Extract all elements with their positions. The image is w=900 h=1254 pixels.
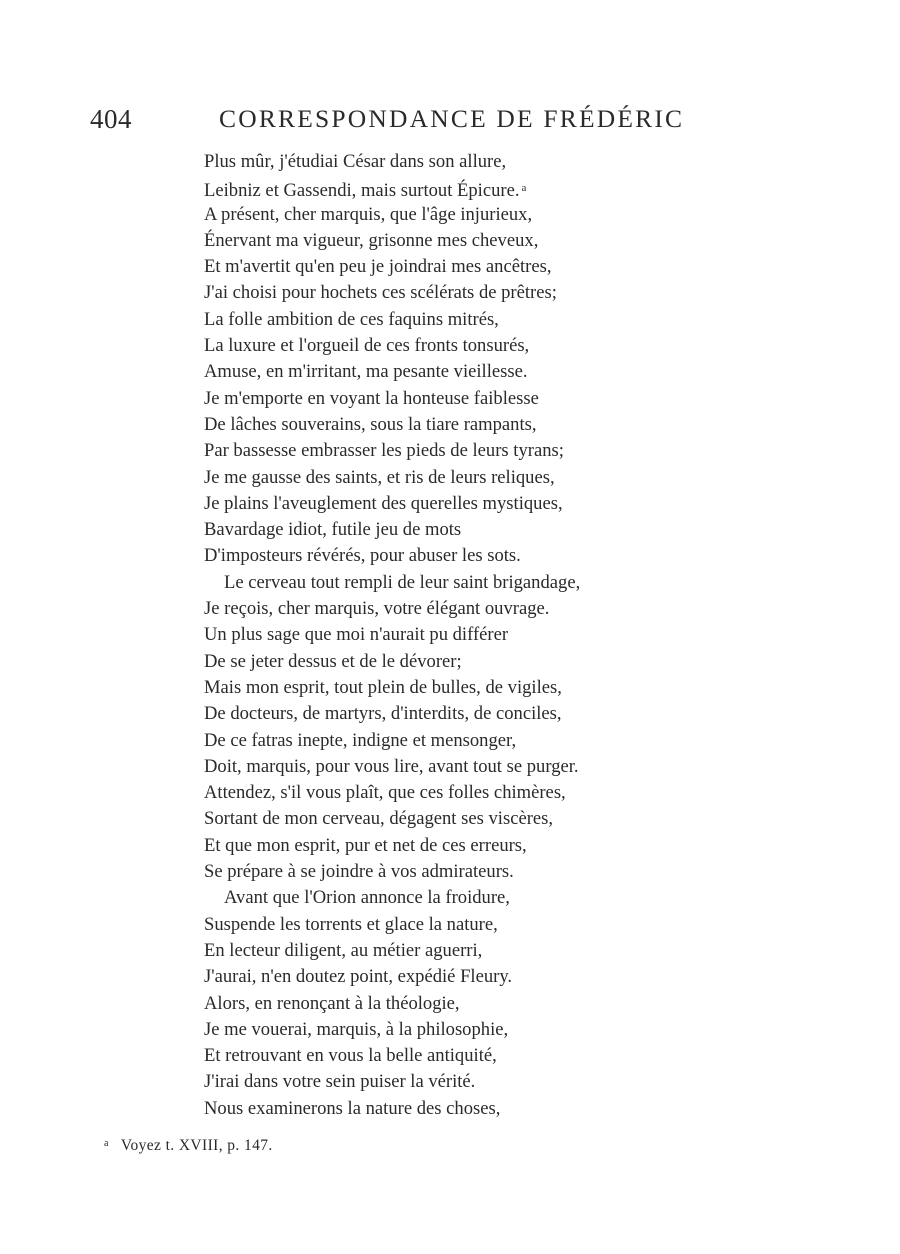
poem-line: Sortant de mon cerveau, dégagent ses viscères, — [204, 808, 554, 830]
footnote-reference: a — [521, 182, 527, 195]
poem-line: En lecteur diligent, au métier aguerri, — [204, 939, 483, 961]
poem-line: De docteurs, de martyrs, d'interdits, de conciles, — [204, 703, 562, 725]
poem-line: Je me gausse des saints, et ris de leurs reliques, — [204, 466, 555, 488]
poem-line: Un plus sage que moi n'aurait pu différer — [204, 624, 509, 646]
poem-line: De se jeter dessus et de le dévorer; — [204, 650, 462, 672]
poem-line: Je reçois, cher marquis, votre élégant ouvrage. — [204, 598, 550, 620]
poem-line: La luxure et l'orgueil de ces fronts tonsurés, — [204, 335, 530, 357]
poem-line-indented: Avant que l'Orion annonce la froidure, — [224, 887, 510, 909]
poem-line: De lâches souverains, sous la tiare rampants, — [204, 413, 537, 435]
poem-line-indented: Le cerveau tout rempli de leur saint brigandage, — [224, 571, 581, 593]
poem-line: Et que mon esprit, pur et net de ces erreurs, — [204, 834, 527, 856]
footnote-marker: a — [104, 1138, 109, 1149]
poem-body — [0, 149, 900, 1122]
poem-line: Nous examinerons la nature des choses, — [204, 1097, 501, 1119]
poem-line: Et retrouvant en vous la belle antiquité, — [204, 1045, 497, 1067]
poem-line: D'imposteurs révérés, pour abuser les sots. — [204, 545, 521, 567]
poem-line: Énervant ma vigueur, grisonne mes cheveux, — [204, 229, 539, 251]
footnote — [104, 1137, 273, 1155]
poem-line: J'ai choisi pour hochets ces scélérats de prêtres; — [204, 282, 557, 304]
poem-line: Leibniz et Gassendi, mais surtout Épicure. $^a$ — [204, 180, 527, 202]
footnote-text: Voyez t. XVIII, p. 147. — [120, 1137, 273, 1154]
poem-line: Plus mûr, j'étudiai César dans son allure, — [204, 151, 507, 172]
poem-line: Et m'avertit qu'en peu je joindrai mes ancêtres, — [204, 256, 552, 278]
poem-line: Bavardage idiot, futile jeu de mots — [204, 519, 462, 541]
poem-line: Amuse, en m'irritant, ma pesante vieillesse. — [204, 361, 528, 383]
poem-line: Je m'emporte en voyant la honteuse faiblesse — [204, 387, 539, 409]
poem-line: Je me vouerai, marquis, à la philosophie, — [204, 1018, 509, 1040]
poem-line: J'aurai, n'en doutez point, expédié Fleury. — [204, 966, 513, 988]
poem-line: Doit, marquis, pour vous lire, avant tout se purger. — [204, 755, 579, 777]
poem-line: Alors, en renonçant à la théologie, — [204, 992, 460, 1014]
running-head: CORRESPONDANCE DE FRÉDÉRIC — [219, 104, 685, 133]
poem-line: Attendez, s'il vous plaît, que ces folles chimères, — [204, 782, 566, 804]
poem-line: La folle ambition de ces faquins mitrés, — [204, 308, 499, 330]
poem-line: A présent, cher marquis, que l'âge injurieux, — [204, 203, 533, 225]
poem-line: Se prépare à se joindre à vos admirateurs. — [204, 861, 514, 883]
poem-line: De ce fatras inepte, indigne et mensonger, — [204, 729, 517, 751]
poem-line: Je plains l'aveuglement des querelles mystiques, — [204, 492, 563, 514]
poem-line: J'irai dans votre sein puiser la vérité. — [204, 1071, 476, 1093]
poem-line: Mais mon esprit, tout plein de bulles, de vigiles, — [204, 676, 562, 698]
poem-line: Suspende les torrents et glace la nature, — [204, 913, 498, 935]
poem-line: Par bassesse embrasser les pieds de leurs tyrans; — [204, 440, 564, 462]
page-number: 404 — [90, 104, 132, 134]
